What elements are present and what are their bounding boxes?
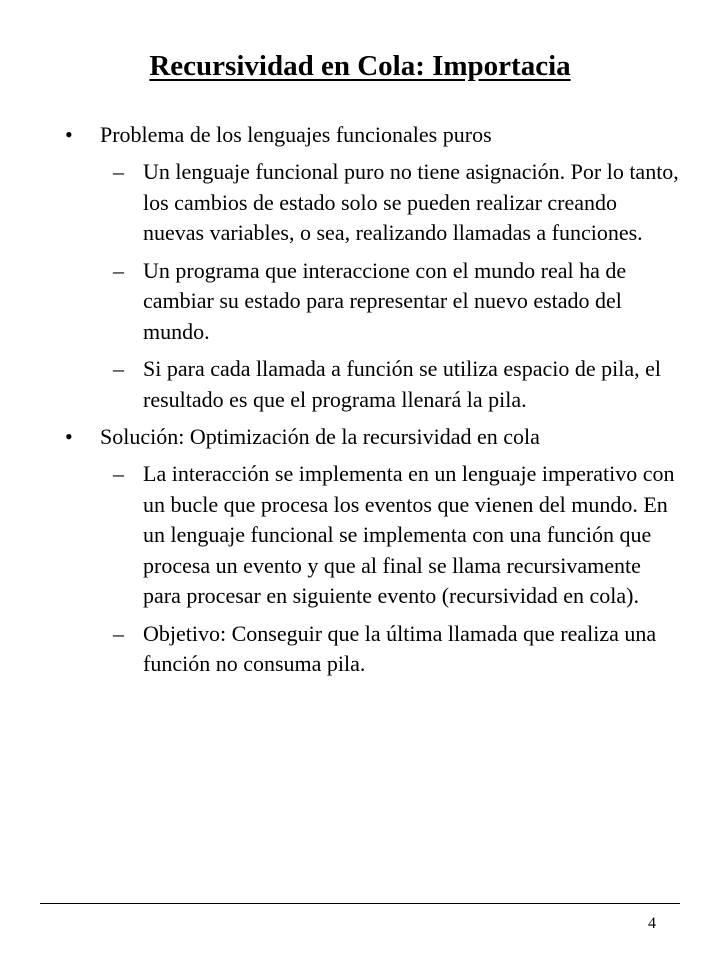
sub-text: Objetivo: Conseguir que la última llamada que realiza una función no consuma pila. [143,620,657,676]
bullet-dot-icon: • [65,424,73,449]
page-number: 4 [648,915,656,932]
sub-text: Si para cada llamada a función se utiliza espacio de pila, el resultado es que el programa llenará la pila. [143,356,661,412]
sub-item [0,619,683,680]
slide-title: Recursividad en Cola: Importacia [149,50,571,82]
dash-icon: – [113,620,124,646]
sub-text: La interacción se implementa en un lenguaje imperativo con un bucle que procesa los eventos que vienen del mundo. En un lenguaje funcional se implementa con una función que procesa un evento y que al final se llama recursivamente para procesar en siguiente evento (recursividad en cola). [143,461,675,608]
bullet-text: Problema de los lenguajes funcionales puros [100,122,492,147]
slide-content [0,120,720,687]
sub-item [0,354,683,415]
bullet-dot-icon: • [65,122,73,147]
bullet-item [0,422,720,452]
sub-item [0,157,683,249]
sub-text: Un lenguaje funcional puro no tiene asignación. Por lo tanto, los cambios de estado solo se pueden realizar creando nuevas variables, o sea, realizando llamadas a funciones. [143,159,679,245]
dash-icon: – [113,159,124,184]
dash-icon: – [113,257,124,283]
sub-item [0,459,683,612]
bullet-item [0,120,720,150]
sub-item [0,256,683,348]
dash-icon: – [113,461,124,486]
dash-icon: – [113,356,124,381]
bullet-text: Solución: Optimización de la recursividad en cola [100,424,540,449]
sub-text: Un programa que interaccione con el mundo real ha de cambiar su estado para representar el nuevo estado del mundo. [143,257,627,344]
footer-divider [40,903,680,904]
